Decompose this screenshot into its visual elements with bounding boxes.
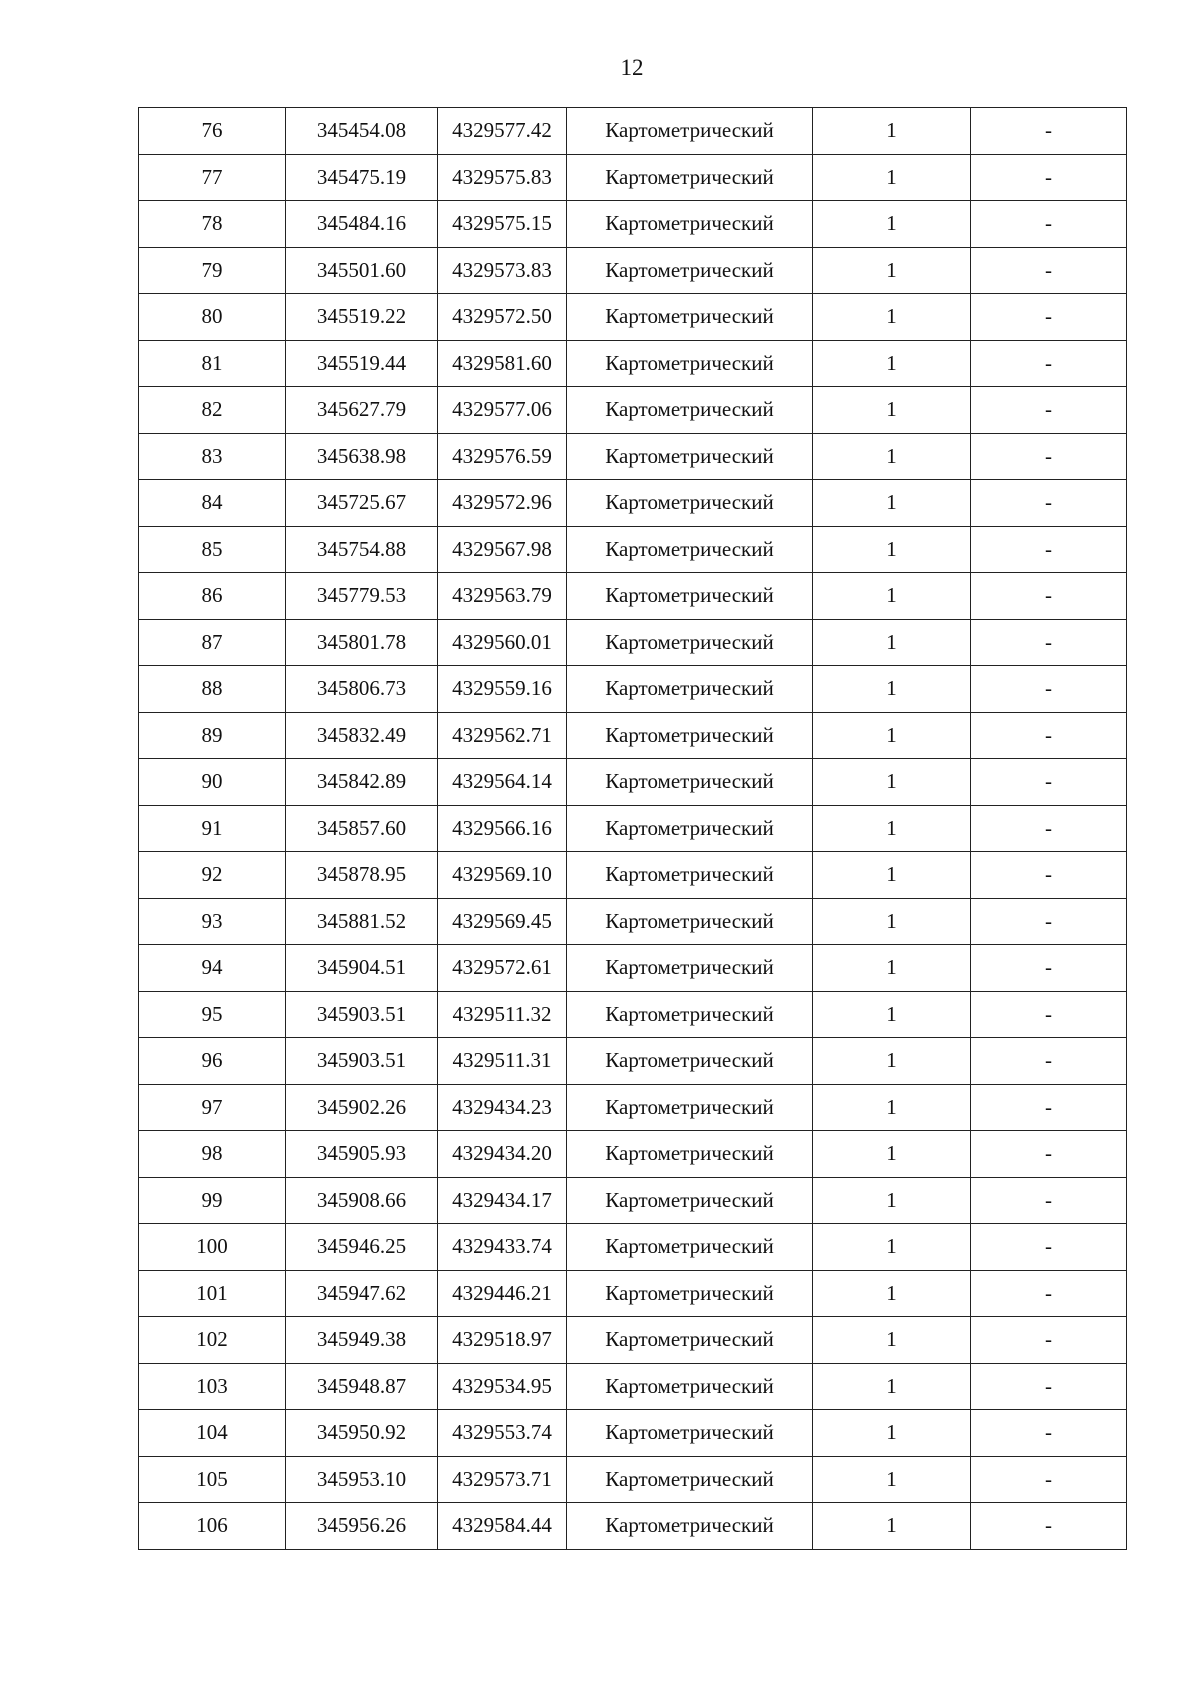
table-row bbox=[139, 1177, 1127, 1224]
table-row bbox=[139, 619, 1127, 666]
point-number-cell: 87 bbox=[139, 619, 286, 666]
point-number-cell: 91 bbox=[139, 805, 286, 852]
x-coordinate-cell: 345881.52 bbox=[286, 898, 438, 945]
description-cell: - bbox=[971, 387, 1127, 434]
x-coordinate-cell: 345801.78 bbox=[286, 619, 438, 666]
x-coordinate-cell: 345779.53 bbox=[286, 573, 438, 620]
table-row bbox=[139, 433, 1127, 480]
y-coordinate-cell: 4329518.97 bbox=[438, 1317, 567, 1364]
accuracy-cell: 1 bbox=[813, 1224, 971, 1271]
x-coordinate-cell: 345638.98 bbox=[286, 433, 438, 480]
point-number-cell: 103 bbox=[139, 1363, 286, 1410]
table-row bbox=[139, 1317, 1127, 1364]
x-coordinate-cell: 345948.87 bbox=[286, 1363, 438, 1410]
y-coordinate-cell: 4329581.60 bbox=[438, 340, 567, 387]
accuracy-cell: 1 bbox=[813, 712, 971, 759]
x-coordinate-cell: 345501.60 bbox=[286, 247, 438, 294]
method-cell: Картометрический bbox=[567, 1270, 813, 1317]
description-cell: - bbox=[971, 1224, 1127, 1271]
y-coordinate-cell: 4329566.16 bbox=[438, 805, 567, 852]
x-coordinate-cell: 345842.89 bbox=[286, 759, 438, 806]
x-coordinate-cell: 345947.62 bbox=[286, 1270, 438, 1317]
accuracy-cell: 1 bbox=[813, 759, 971, 806]
table-row bbox=[139, 991, 1127, 1038]
x-coordinate-cell: 345905.93 bbox=[286, 1131, 438, 1178]
point-number-cell: 101 bbox=[139, 1270, 286, 1317]
y-coordinate-cell: 4329572.96 bbox=[438, 480, 567, 527]
method-cell: Картометрический bbox=[567, 619, 813, 666]
y-coordinate-cell: 4329567.98 bbox=[438, 526, 567, 573]
point-number-cell: 79 bbox=[139, 247, 286, 294]
table-row bbox=[139, 247, 1127, 294]
point-number-cell: 99 bbox=[139, 1177, 286, 1224]
coordinates-table bbox=[138, 107, 1127, 1550]
table-row bbox=[139, 712, 1127, 759]
table-row bbox=[139, 1363, 1127, 1410]
description-cell: - bbox=[971, 898, 1127, 945]
table-row bbox=[139, 340, 1127, 387]
point-number-cell: 84 bbox=[139, 480, 286, 527]
point-number-cell: 78 bbox=[139, 201, 286, 248]
point-number-cell: 95 bbox=[139, 991, 286, 1038]
point-number-cell: 98 bbox=[139, 1131, 286, 1178]
y-coordinate-cell: 4329559.16 bbox=[438, 666, 567, 713]
y-coordinate-cell: 4329446.21 bbox=[438, 1270, 567, 1317]
method-cell: Картометрический bbox=[567, 1456, 813, 1503]
table-row bbox=[139, 852, 1127, 899]
accuracy-cell: 1 bbox=[813, 1177, 971, 1224]
table-row bbox=[139, 1224, 1127, 1271]
method-cell: Картометрический bbox=[567, 852, 813, 899]
method-cell: Картометрический bbox=[567, 1363, 813, 1410]
description-cell: - bbox=[971, 1410, 1127, 1457]
description-cell: - bbox=[971, 340, 1127, 387]
description-cell: - bbox=[971, 805, 1127, 852]
description-cell: - bbox=[971, 1363, 1127, 1410]
x-coordinate-cell: 345475.19 bbox=[286, 154, 438, 201]
y-coordinate-cell: 4329534.95 bbox=[438, 1363, 567, 1410]
x-coordinate-cell: 345754.88 bbox=[286, 526, 438, 573]
table-row bbox=[139, 1456, 1127, 1503]
table-row bbox=[139, 108, 1127, 155]
method-cell: Картометрический bbox=[567, 154, 813, 201]
method-cell: Картометрический bbox=[567, 1131, 813, 1178]
description-cell: - bbox=[971, 433, 1127, 480]
accuracy-cell: 1 bbox=[813, 1084, 971, 1131]
description-cell: - bbox=[971, 1503, 1127, 1550]
table-row bbox=[139, 526, 1127, 573]
point-number-cell: 83 bbox=[139, 433, 286, 480]
coordinates-table-body bbox=[139, 108, 1127, 1550]
x-coordinate-cell: 345454.08 bbox=[286, 108, 438, 155]
accuracy-cell: 1 bbox=[813, 1410, 971, 1457]
table-row bbox=[139, 666, 1127, 713]
description-cell: - bbox=[971, 1084, 1127, 1131]
x-coordinate-cell: 345946.25 bbox=[286, 1224, 438, 1271]
accuracy-cell: 1 bbox=[813, 619, 971, 666]
y-coordinate-cell: 4329569.10 bbox=[438, 852, 567, 899]
point-number-cell: 96 bbox=[139, 1038, 286, 1085]
x-coordinate-cell: 345857.60 bbox=[286, 805, 438, 852]
point-number-cell: 102 bbox=[139, 1317, 286, 1364]
method-cell: Картометрический bbox=[567, 433, 813, 480]
table-row bbox=[139, 1038, 1127, 1085]
y-coordinate-cell: 4329434.20 bbox=[438, 1131, 567, 1178]
description-cell: - bbox=[971, 1317, 1127, 1364]
description-cell: - bbox=[971, 1270, 1127, 1317]
accuracy-cell: 1 bbox=[813, 1456, 971, 1503]
description-cell: - bbox=[971, 294, 1127, 341]
x-coordinate-cell: 345949.38 bbox=[286, 1317, 438, 1364]
method-cell: Картометрический bbox=[567, 294, 813, 341]
y-coordinate-cell: 4329434.17 bbox=[438, 1177, 567, 1224]
method-cell: Картометрический bbox=[567, 526, 813, 573]
point-number-cell: 106 bbox=[139, 1503, 286, 1550]
x-coordinate-cell: 345832.49 bbox=[286, 712, 438, 759]
table-row bbox=[139, 573, 1127, 620]
accuracy-cell: 1 bbox=[813, 852, 971, 899]
point-number-cell: 90 bbox=[139, 759, 286, 806]
method-cell: Картометрический bbox=[567, 573, 813, 620]
description-cell: - bbox=[971, 852, 1127, 899]
y-coordinate-cell: 4329575.83 bbox=[438, 154, 567, 201]
method-cell: Картометрический bbox=[567, 1503, 813, 1550]
x-coordinate-cell: 345484.16 bbox=[286, 201, 438, 248]
accuracy-cell: 1 bbox=[813, 945, 971, 992]
x-coordinate-cell: 345904.51 bbox=[286, 945, 438, 992]
method-cell: Картометрический bbox=[567, 1224, 813, 1271]
y-coordinate-cell: 4329575.15 bbox=[438, 201, 567, 248]
method-cell: Картометрический bbox=[567, 247, 813, 294]
table-row bbox=[139, 1084, 1127, 1131]
accuracy-cell: 1 bbox=[813, 1317, 971, 1364]
description-cell: - bbox=[971, 619, 1127, 666]
description-cell: - bbox=[971, 666, 1127, 713]
table-row bbox=[139, 1131, 1127, 1178]
accuracy-cell: 1 bbox=[813, 1363, 971, 1410]
method-cell: Картометрический bbox=[567, 201, 813, 248]
method-cell: Картометрический bbox=[567, 1038, 813, 1085]
table-row bbox=[139, 805, 1127, 852]
description-cell: - bbox=[971, 573, 1127, 620]
x-coordinate-cell: 345878.95 bbox=[286, 852, 438, 899]
method-cell: Картометрический bbox=[567, 898, 813, 945]
description-cell: - bbox=[971, 154, 1127, 201]
method-cell: Картометрический bbox=[567, 759, 813, 806]
point-number-cell: 88 bbox=[139, 666, 286, 713]
y-coordinate-cell: 4329572.50 bbox=[438, 294, 567, 341]
method-cell: Картометрический bbox=[567, 666, 813, 713]
y-coordinate-cell: 4329560.01 bbox=[438, 619, 567, 666]
method-cell: Картометрический bbox=[567, 991, 813, 1038]
accuracy-cell: 1 bbox=[813, 340, 971, 387]
accuracy-cell: 1 bbox=[813, 1503, 971, 1550]
x-coordinate-cell: 345956.26 bbox=[286, 1503, 438, 1550]
accuracy-cell: 1 bbox=[813, 1038, 971, 1085]
description-cell: - bbox=[971, 108, 1127, 155]
point-number-cell: 89 bbox=[139, 712, 286, 759]
table-row bbox=[139, 387, 1127, 434]
y-coordinate-cell: 4329553.74 bbox=[438, 1410, 567, 1457]
y-coordinate-cell: 4329511.31 bbox=[438, 1038, 567, 1085]
point-number-cell: 76 bbox=[139, 108, 286, 155]
point-number-cell: 80 bbox=[139, 294, 286, 341]
description-cell: - bbox=[971, 1456, 1127, 1503]
table-row bbox=[139, 201, 1127, 248]
point-number-cell: 77 bbox=[139, 154, 286, 201]
accuracy-cell: 1 bbox=[813, 573, 971, 620]
x-coordinate-cell: 345902.26 bbox=[286, 1084, 438, 1131]
y-coordinate-cell: 4329577.06 bbox=[438, 387, 567, 434]
y-coordinate-cell: 4329577.42 bbox=[438, 108, 567, 155]
table-row bbox=[139, 898, 1127, 945]
description-cell: - bbox=[971, 1131, 1127, 1178]
table-row bbox=[139, 945, 1127, 992]
accuracy-cell: 1 bbox=[813, 387, 971, 434]
y-coordinate-cell: 4329434.23 bbox=[438, 1084, 567, 1131]
y-coordinate-cell: 4329564.14 bbox=[438, 759, 567, 806]
y-coordinate-cell: 4329572.61 bbox=[438, 945, 567, 992]
point-number-cell: 92 bbox=[139, 852, 286, 899]
table-row bbox=[139, 1270, 1127, 1317]
y-coordinate-cell: 4329511.32 bbox=[438, 991, 567, 1038]
point-number-cell: 104 bbox=[139, 1410, 286, 1457]
accuracy-cell: 1 bbox=[813, 201, 971, 248]
accuracy-cell: 1 bbox=[813, 1270, 971, 1317]
method-cell: Картометрический bbox=[567, 945, 813, 992]
x-coordinate-cell: 345903.51 bbox=[286, 1038, 438, 1085]
method-cell: Картометрический bbox=[567, 712, 813, 759]
table-row bbox=[139, 480, 1127, 527]
description-cell: - bbox=[971, 480, 1127, 527]
accuracy-cell: 1 bbox=[813, 247, 971, 294]
description-cell: - bbox=[971, 1038, 1127, 1085]
accuracy-cell: 1 bbox=[813, 805, 971, 852]
y-coordinate-cell: 4329563.79 bbox=[438, 573, 567, 620]
method-cell: Картометрический bbox=[567, 108, 813, 155]
table-row bbox=[139, 759, 1127, 806]
accuracy-cell: 1 bbox=[813, 108, 971, 155]
method-cell: Картометрический bbox=[567, 805, 813, 852]
method-cell: Картометрический bbox=[567, 480, 813, 527]
y-coordinate-cell: 4329576.59 bbox=[438, 433, 567, 480]
accuracy-cell: 1 bbox=[813, 526, 971, 573]
accuracy-cell: 1 bbox=[813, 1131, 971, 1178]
description-cell: - bbox=[971, 1177, 1127, 1224]
table-row bbox=[139, 1503, 1127, 1550]
table-row bbox=[139, 294, 1127, 341]
method-cell: Картометрический bbox=[567, 1084, 813, 1131]
x-coordinate-cell: 345950.92 bbox=[286, 1410, 438, 1457]
accuracy-cell: 1 bbox=[813, 480, 971, 527]
y-coordinate-cell: 4329573.83 bbox=[438, 247, 567, 294]
point-number-cell: 82 bbox=[139, 387, 286, 434]
x-coordinate-cell: 345519.22 bbox=[286, 294, 438, 341]
x-coordinate-cell: 345806.73 bbox=[286, 666, 438, 713]
x-coordinate-cell: 345519.44 bbox=[286, 340, 438, 387]
description-cell: - bbox=[971, 945, 1127, 992]
description-cell: - bbox=[971, 526, 1127, 573]
accuracy-cell: 1 bbox=[813, 898, 971, 945]
y-coordinate-cell: 4329562.71 bbox=[438, 712, 567, 759]
point-number-cell: 85 bbox=[139, 526, 286, 573]
accuracy-cell: 1 bbox=[813, 294, 971, 341]
accuracy-cell: 1 bbox=[813, 991, 971, 1038]
y-coordinate-cell: 4329584.44 bbox=[438, 1503, 567, 1550]
point-number-cell: 97 bbox=[139, 1084, 286, 1131]
y-coordinate-cell: 4329433.74 bbox=[438, 1224, 567, 1271]
accuracy-cell: 1 bbox=[813, 666, 971, 713]
description-cell: - bbox=[971, 991, 1127, 1038]
accuracy-cell: 1 bbox=[813, 433, 971, 480]
point-number-cell: 94 bbox=[139, 945, 286, 992]
point-number-cell: 93 bbox=[139, 898, 286, 945]
accuracy-cell: 1 bbox=[813, 154, 971, 201]
point-number-cell: 105 bbox=[139, 1456, 286, 1503]
x-coordinate-cell: 345627.79 bbox=[286, 387, 438, 434]
x-coordinate-cell: 345908.66 bbox=[286, 1177, 438, 1224]
description-cell: - bbox=[971, 201, 1127, 248]
point-number-cell: 81 bbox=[139, 340, 286, 387]
method-cell: Картометрический bbox=[567, 1177, 813, 1224]
method-cell: Картометрический bbox=[567, 1410, 813, 1457]
page-number: 12 bbox=[620, 55, 644, 80]
table-row bbox=[139, 154, 1127, 201]
description-cell: - bbox=[971, 759, 1127, 806]
point-number-cell: 86 bbox=[139, 573, 286, 620]
y-coordinate-cell: 4329569.45 bbox=[438, 898, 567, 945]
x-coordinate-cell: 345903.51 bbox=[286, 991, 438, 1038]
method-cell: Картометрический bbox=[567, 387, 813, 434]
y-coordinate-cell: 4329573.71 bbox=[438, 1456, 567, 1503]
description-cell: - bbox=[971, 247, 1127, 294]
point-number-cell: 100 bbox=[139, 1224, 286, 1271]
description-cell: - bbox=[971, 712, 1127, 759]
table-row bbox=[139, 1410, 1127, 1457]
method-cell: Картометрический bbox=[567, 1317, 813, 1364]
x-coordinate-cell: 345953.10 bbox=[286, 1456, 438, 1503]
x-coordinate-cell: 345725.67 bbox=[286, 480, 438, 527]
method-cell: Картометрический bbox=[567, 340, 813, 387]
